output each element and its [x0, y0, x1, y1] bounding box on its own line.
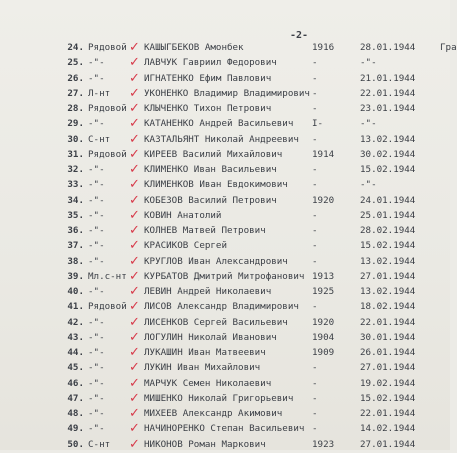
record-date: 14.02.1944: [360, 423, 416, 435]
record-year: -: [312, 57, 318, 69]
record-year: 1923: [312, 438, 335, 450]
check-mark-icon: ✓: [129, 390, 140, 406]
record-name: МИХЕЕВ Александр Акимович: [144, 408, 283, 419]
record-rank: -"-: [88, 179, 105, 191]
record-rank: С-нт: [88, 438, 111, 450]
record-rank: Рядовой: [88, 42, 127, 53]
record-year: -: [312, 392, 318, 404]
record-name: КОБЕЗОВ Василий Петрович: [144, 194, 277, 206]
record-rank: -"-: [88, 286, 105, 297]
record-rank: -"-: [88, 164, 105, 175]
record-number: 30.: [67, 133, 84, 145]
record-year: -: [312, 408, 318, 419]
record-date: 15.02.1944: [360, 240, 416, 252]
record-rank: -"-: [88, 57, 105, 69]
record-number: 36.: [67, 225, 84, 236]
record-date: 28.02.1944: [360, 225, 416, 236]
record-name: КОВИН Анатолий: [144, 209, 222, 221]
record-date: 30.02.1944: [360, 148, 416, 160]
record-date: 26.01.1944: [360, 347, 416, 358]
record-name: КЛИМЕНКО Иван Васильевич: [144, 164, 277, 175]
check-mark-icon: ✓: [129, 436, 140, 452]
record-name: ЛОГУЛИН Николай Иванович: [144, 331, 277, 343]
check-mark-icon: ✓: [129, 192, 140, 208]
record-rank: Рядовой: [88, 301, 127, 313]
record-name: КАШЫГБЕКОВ Амонбек: [144, 42, 244, 53]
record-number: 48.: [67, 408, 84, 419]
record-rank: -"-: [88, 316, 105, 328]
record-date: 13.02.1944: [360, 133, 416, 145]
record-year: -: [312, 72, 318, 84]
record-date: -"-: [360, 57, 377, 69]
record-rank: Рядовой: [88, 103, 127, 114]
record-year: -: [312, 240, 318, 252]
record-name: КОЛНЕВ Матвей Петрович: [144, 225, 266, 236]
record-year: -: [312, 87, 318, 99]
check-mark-icon: ✓: [129, 299, 140, 315]
record-name: НИКОНОВ Роман Маркович: [144, 438, 266, 450]
record-number: 42.: [67, 316, 84, 328]
check-mark-icon: ✓: [129, 421, 140, 437]
record-date: -"-: [360, 179, 377, 191]
record-row: [0, 436, 450, 453]
record-year: 1909: [312, 347, 335, 358]
record-date: 24.01.1944: [360, 194, 416, 206]
record-rank: -"-: [88, 362, 105, 374]
record-year: -: [312, 133, 318, 145]
check-mark-icon: ✓: [129, 177, 140, 193]
record-year: I-: [312, 118, 324, 130]
check-mark-icon: ✓: [129, 284, 140, 299]
record-number: 41.: [67, 301, 84, 313]
record-rank: -"-: [88, 392, 105, 404]
record-year: 1920: [312, 194, 335, 206]
record-year: -: [312, 225, 318, 236]
check-mark-icon: ✓: [129, 360, 140, 376]
record-date: 22.01.1944: [360, 87, 416, 99]
record-name: ЛИСОВ Александр Владимирович: [144, 301, 299, 313]
record-date: 27.01.1944: [360, 362, 416, 374]
record-extra: Гра: [440, 42, 457, 53]
record-date: 22.01.1944: [360, 408, 416, 419]
record-rank: Л-нт: [88, 87, 111, 99]
record-date: 18.02.1944: [360, 301, 416, 313]
record-rank: -"-: [88, 209, 105, 221]
check-mark-icon: ✓: [129, 70, 140, 86]
record-number: 33.: [67, 179, 84, 191]
record-rank: -"-: [88, 240, 105, 252]
record-date: 25.01.1944: [360, 209, 416, 221]
page-number: -2-: [290, 30, 309, 41]
record-rank: -"-: [88, 347, 105, 358]
record-date: 27.01.1944: [360, 438, 416, 450]
record-year: -: [312, 377, 318, 389]
record-year: 1916: [312, 42, 335, 53]
record-name: КРАСИКОВ Сергей: [144, 240, 227, 252]
record-number: 45.: [67, 362, 84, 374]
check-mark-icon: ✓: [129, 162, 140, 177]
record-year: -: [312, 164, 318, 175]
record-number: 28.: [67, 103, 84, 114]
check-mark-icon: ✓: [129, 101, 140, 116]
record-name: НАЧИНОРЕНКО Степан Васильевич: [144, 423, 305, 435]
record-number: 26.: [67, 72, 84, 84]
record-number: 44.: [67, 347, 84, 358]
check-mark-icon: ✓: [129, 253, 140, 269]
record-year: 1914: [312, 148, 335, 160]
record-name: ЛАВЧУК Гавриил Федорович: [144, 57, 277, 69]
record-number: 27.: [67, 87, 84, 99]
record-number: 40.: [67, 286, 84, 297]
record-number: 49.: [67, 423, 84, 435]
record-number: 47.: [67, 392, 84, 404]
check-mark-icon: ✓: [129, 116, 140, 132]
record-rank: -"-: [88, 423, 105, 435]
record-number: 29.: [67, 118, 84, 130]
record-name: КЛЫЧЕНКО Тихон Петрович: [144, 103, 272, 114]
record-number: 38.: [67, 255, 84, 267]
record-name: КРУГЛОВ Иван Александрович: [144, 255, 288, 267]
check-mark-icon: ✓: [129, 238, 140, 254]
record-number: 25.: [67, 57, 84, 69]
record-number: 24.: [67, 42, 84, 53]
record-date: 19.02.1944: [360, 377, 416, 389]
record-name: КИРЕЕВ Василий Михайлович: [144, 148, 283, 160]
record-name: МИШЕНКО Николай Григорьевич: [144, 392, 294, 404]
record-year: -: [312, 103, 318, 114]
record-name: ЛЕВИН Андрей Николаевич: [144, 286, 272, 297]
record-year: -: [312, 423, 318, 435]
record-name: ЛУКАШИН Иван Матвеевич: [144, 347, 266, 358]
record-year: -: [312, 255, 318, 267]
record-name: КУРБАТОВ Дмитрий Митрофанович: [144, 270, 305, 282]
record-rank: -"-: [88, 377, 105, 389]
record-number: 39.: [67, 270, 84, 282]
check-mark-icon: ✓: [129, 345, 140, 360]
check-mark-icon: ✓: [129, 131, 140, 147]
record-date: 30.01.1944: [360, 331, 416, 343]
record-year: 1920: [312, 316, 335, 328]
record-rank: -"-: [88, 331, 105, 343]
record-name: МАРЧУК Семен Николаевич: [144, 377, 272, 389]
record-date: 22.01.1944: [360, 316, 416, 328]
record-date: 28.01.1944: [360, 42, 416, 53]
record-date: 15.02.1944: [360, 164, 416, 175]
record-name: ИГНАТЕНКО Ефим Павлович: [144, 72, 272, 84]
record-name: КАЗТАЛЬЯНТ Николай Андреевич: [144, 133, 299, 145]
record-year: -: [312, 209, 318, 221]
record-name: КАТАНЕНКО Андрей Васильевич: [144, 118, 294, 130]
record-rank: Мл.с-нт: [88, 270, 127, 282]
record-number: 46.: [67, 377, 84, 389]
record-date: -"-: [360, 118, 377, 130]
check-mark-icon: ✓: [129, 406, 140, 421]
record-number: 43.: [67, 331, 84, 343]
record-number: 32.: [67, 164, 84, 175]
record-name: ЛУКИН Иван Михайлович: [144, 362, 261, 374]
check-mark-icon: ✓: [129, 146, 140, 162]
record-year: 1925: [312, 286, 335, 297]
record-name: ЛИСЕНКОВ Сергей Васильевич: [144, 316, 288, 328]
record-rank: -"-: [88, 72, 105, 84]
record-number: 50.: [67, 438, 84, 450]
check-mark-icon: ✓: [129, 268, 140, 284]
record-rank: -"-: [88, 255, 105, 267]
record-year: -: [312, 301, 318, 313]
check-mark-icon: ✓: [129, 223, 140, 238]
check-mark-icon: ✓: [129, 85, 140, 101]
record-number: 35.: [67, 209, 84, 221]
record-name: УКОНЕНКО Владимир Владимирович: [144, 87, 310, 99]
record-year: -: [312, 362, 318, 374]
record-rank: -"-: [88, 118, 105, 130]
check-mark-icon: ✓: [129, 207, 140, 223]
record-rank: С-нт: [88, 133, 111, 145]
record-year: 1904: [312, 331, 335, 343]
record-year: 1913: [312, 270, 335, 282]
record-number: 31.: [67, 148, 84, 160]
record-rank: -"-: [88, 408, 105, 419]
record-date: 15.02.1944: [360, 392, 416, 404]
record-number: 37.: [67, 240, 84, 252]
record-name: КЛИМЕНКОВ Иван Евдокимович: [144, 179, 288, 191]
check-mark-icon: ✓: [129, 40, 140, 55]
check-mark-icon: ✓: [129, 314, 140, 330]
record-rank: -"-: [88, 194, 105, 206]
record-date: 13.02.1944: [360, 255, 416, 267]
record-rank: -"-: [88, 225, 105, 236]
check-mark-icon: ✓: [129, 375, 140, 391]
record-year: -: [312, 179, 318, 191]
check-mark-icon: ✓: [129, 55, 140, 71]
check-mark-icon: ✓: [129, 329, 140, 345]
record-number: 34.: [67, 194, 84, 206]
record-rank: Рядовой: [88, 148, 127, 160]
record-date: 21.01.1944: [360, 72, 416, 84]
record-date: 23.01.1944: [360, 103, 416, 114]
record-date: 13.02.1944: [360, 286, 416, 297]
record-date: 27.01.1944: [360, 270, 416, 282]
